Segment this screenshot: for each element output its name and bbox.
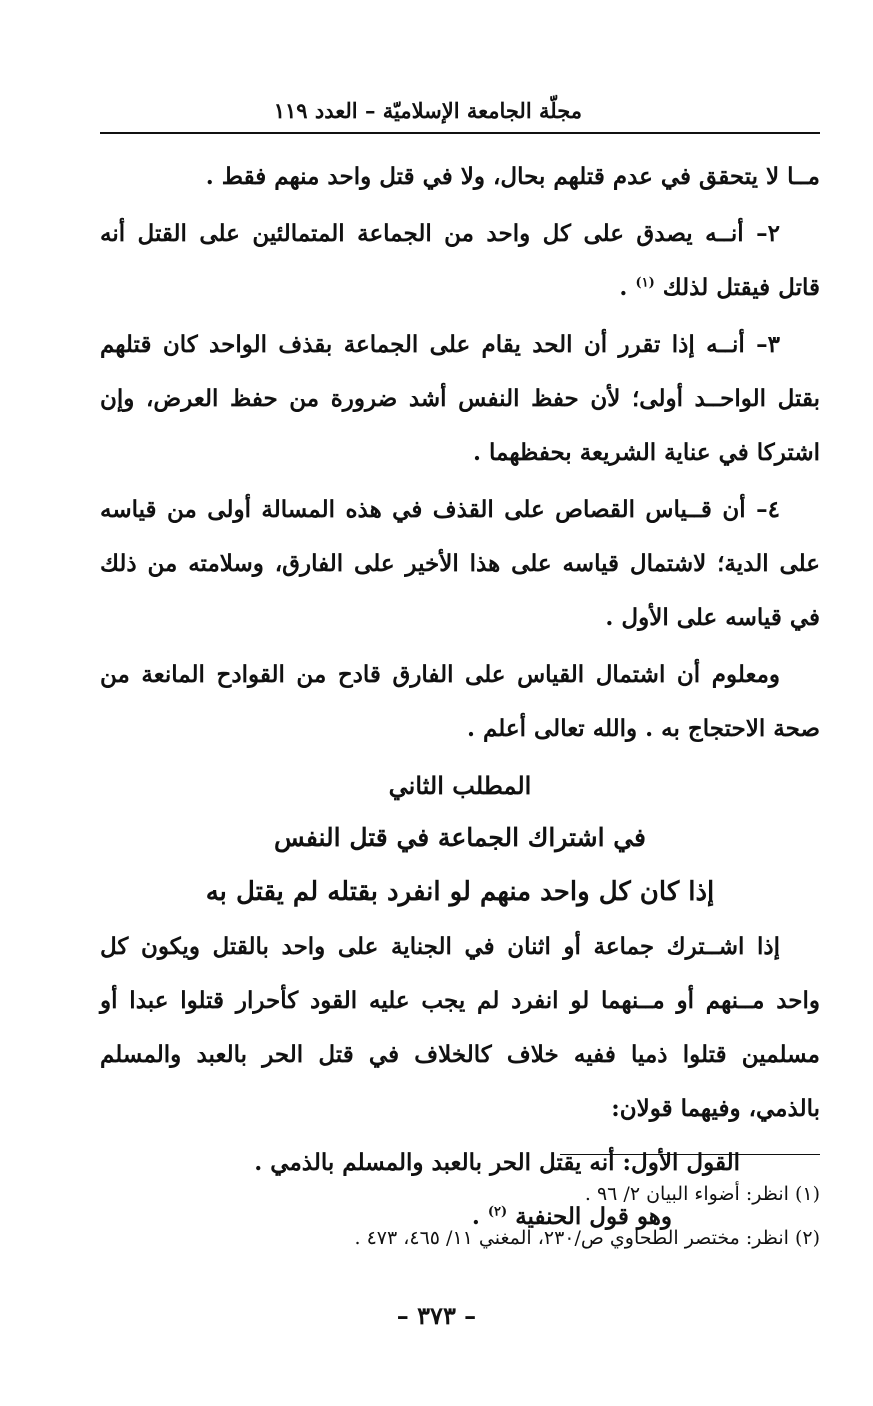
footnotes <box>100 1172 820 1260</box>
footnote-1: (١) انظر: أضواء البيان ٢/ ٩٦ . <box>584 1183 820 1205</box>
footnote-ref-1[interactable]: (١) <box>635 275 655 291</box>
paragraph-3: ٣– أنــه إذا تقرر أن الحد يقام على الجماعة بقذف الواحد كان قتلهم بقتل الواحــد أولى؛ لأن حفظ النفس أشد ضرورة من حفظ العرض، وإن اشتركا في عناية الشريعة بحفظهما . <box>100 331 820 466</box>
section-intro-paragraph: إذا اشــترك جماعة أو اثنان في الجناية على واحد بالقتل ويكون كل واحد مــنهم أو مــنهما لو انفرد لم يجب عليه القود كأحرار قتلوا عبدا أو مسلمين قتلوا ذميا ففيه خلاف كالخلاف في قتل الحر بالعبد والمسلم بالذمي، وفيهما قولان: <box>100 933 820 1122</box>
running-header: مجلّة الجامعة الإسلاميّة – العدد ١١٩ <box>273 98 582 123</box>
paragraph-4: ٤– أن قــياس القصاص على القذف في هذه المسالة أولى من قياسه على الدية؛ لاشتمال قياسه على هذا الأخير على الفارق، وسلامته من ذلك في قياسه على الأول . <box>100 496 820 631</box>
page-number: – ٣٧٣ – <box>396 1301 477 1330</box>
section-subject-heading: في اشتراك الجماعة في قتل النفس <box>273 823 647 852</box>
header-divider <box>100 132 820 134</box>
section-condition-heading: إذا كان كل واحد منهم لو انفرد بقتله لم يقتل به <box>205 877 715 907</box>
main-body <box>100 150 820 1244</box>
paragraph-2-end: . <box>619 274 636 301</box>
paragraph-1: مــا لا يتحقق في عدم قتلهم بحال، ولا في قتل واحد منهم فقط . <box>205 163 820 190</box>
hanafi-opinion-text: وهو قول الحنفية <box>515 1203 672 1230</box>
footnote-divider <box>560 1154 820 1155</box>
paragraph-2 <box>100 207 820 315</box>
footnote-2: (٢) انظر: مختصر الطحاوي ص/٢٣٠، المغني ١١/ ٤٦٥، ٤٧٣ . <box>354 1227 820 1249</box>
footnote-ref-2[interactable]: (٢) <box>487 1204 508 1220</box>
first-opinion: القول الأول: أنه يقتل الحر بالعبد والمسلم بالذمي . <box>254 1149 740 1176</box>
hanafi-opinion-end: . <box>471 1203 488 1230</box>
section-heading: المطلب الثاني <box>388 771 532 800</box>
paragraph-5: ومعلوم أن اشتمال القياس على الفارق قادح من القوادح المانعة من صحة الاحتجاج به . والله تعالى أعلم . <box>100 661 820 742</box>
paragraph-2-text: ٢– أنــه يصدق على كل واحد من الجماعة المتمالئين على القتل أنه قاتل فيقتل لذلك <box>100 220 820 301</box>
